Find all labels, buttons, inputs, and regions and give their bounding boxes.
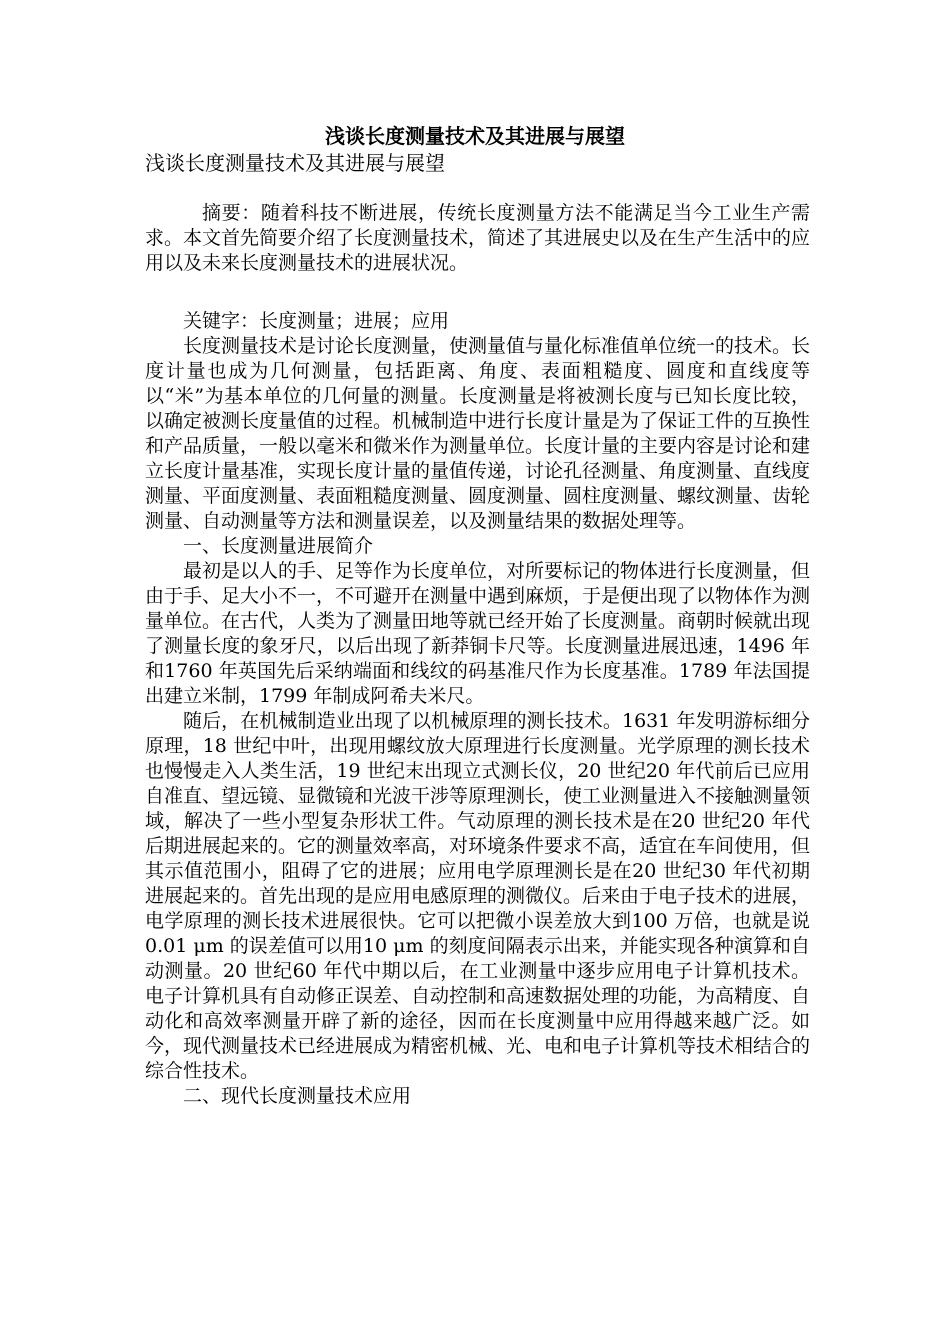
keywords-line: 关键字：长度测量；进展；应用 bbox=[183, 310, 450, 332]
intro-paragraph: 长度测量技术是讨论长度测量，使测量值与量化标准值单位统一的技术。长度计量也成为几何测量，包括距离、角度、表面粗糙度、圆度和直线度等以“米”为基本单位的几何量的测量。长度测量是将被测长度与已知长度比较，以确定被测长度量值的过程。机械制造中进行长度计量是为了保证工件的互换性和产品质量，一般以毫米和微米作为测量单位。长度计量的主要内容是讨论和建立长度计量基准，实现长度计量的量值传递，讨论孔径测量、角度测量、直线度测量、平面度测量、表面粗糙度测量、圆度测量、圆柱度测量、螺纹测量、齿轮测量、自动测量等方法和测量误差，以及测量结果的数据处理等。 bbox=[145, 335, 811, 532]
document-title: 浅谈长度测量技术及其进展与展望 bbox=[325, 124, 625, 148]
abstract-paragraph: 摘要：随着科技不断进展，传统长度测量方法不能满足当今工业生产需求。本文首先简要介绍了长度测量技术，简述了其进展史以及在生产生活中的应用以及未来长度测量技术的进展状况。 bbox=[145, 202, 811, 274]
history-paragraph-1: 最初是以人的手、足等作为长度单位，对所要标记的物体进行长度测量，但由于手、足大小不一，不可避开在测量中遇到麻烦，于是便出现了以物体作为测量单位。在古代，人类为了测量田地等就已经开始了长度测量。商朝时候就出现了测量长度的象牙尺，以后出现了新莽铜卡尺等。长度测量进展迅速，1496 年和1760 年英国先后采纳端面和线纹的码基准尺作为长度基准。1789 年法国提出建立米制，1799 年制成阿希夫米尺。 bbox=[145, 560, 811, 707]
paragraph-gap bbox=[145, 276, 810, 309]
document-body bbox=[145, 201, 810, 1109]
document-subtitle: 浅谈长度测量技术及其进展与展望 bbox=[145, 151, 445, 175]
history-paragraph-2: 随后，在机械制造业出现了以机械原理的测长技术。1631 年发明游标细分原理，18 世纪中叶，出现用螺纹放大原理进行长度测量。光学原理的测长技术也慢慢走入人类生活，19 世纪末出现立式测长仪，20 世纪20 年代前后已应用自准直、望远镜、显微镜和光波干涉等原理测长，使工业测量进入不接触测量领域，解决了一些小型复杂形状工件。气动原理的测长技术是在20 世纪20 年代后期进展起来的。它的测量效率高，对环境条件要求不高，适宜在车间使用，但其示值范围小，阻碍了它的进展；应用电学原理测长是在20 世纪30 年代初期进展起来的。首先出现的是应用电感原理的测微仪。后来由于电子技术的进展，电学原理的测长技术进展很快。它可以把微小误差放大到100 万倍，也就是说0.01 μm 的误差值可以用10 μm 的刻度间隔表示出来，并能实现各种演算和自动测量。20 世纪60 年代中期以后，在工业测量中逐步应用电子计算机技术。电子计算机具有自动修正误差、自动控制和高速数据处理的功能，为高精度、自动化和高效率测量开辟了新的途径，因而在长度测量中应用得越来越广泛。如今，现代测量技术已经进展成为精密机械、光、电和电子计算机等技术相结合的综合性技术。 bbox=[145, 710, 811, 1082]
section-heading-2: 二、现代长度测量技术应用 bbox=[183, 1085, 412, 1107]
section-heading-1: 一、长度测量进展简介 bbox=[183, 535, 374, 557]
